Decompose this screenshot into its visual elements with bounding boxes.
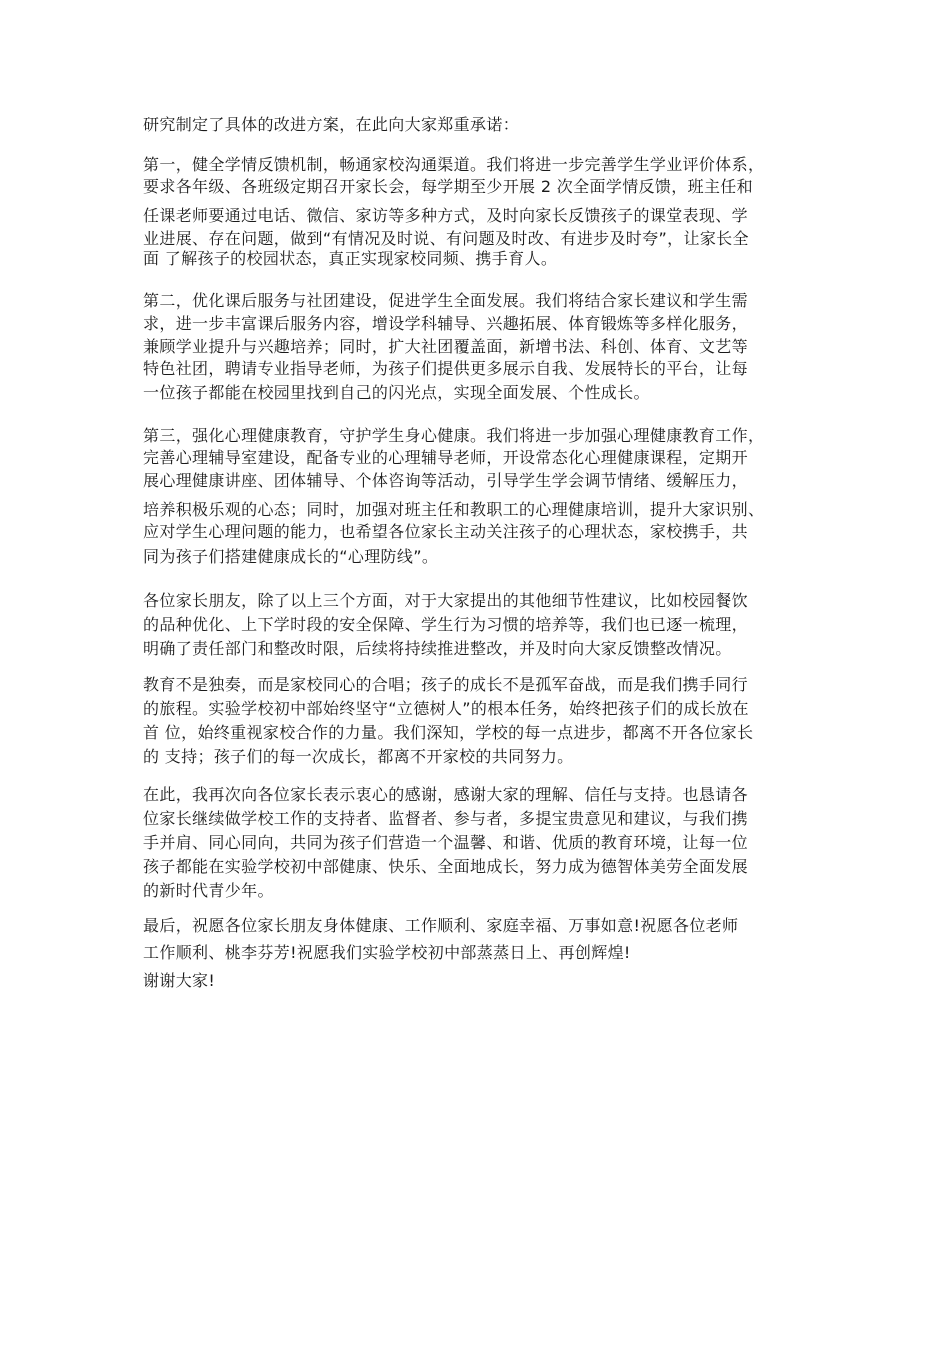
text-line: 的旅程。实验学校初中部始终坚守“立德树人”的根本任务，始终把孩子们的成长放在: [143, 699, 749, 718]
text-line: 研究制定了具体的改进方案，在此向大家郑重承诺：: [143, 115, 520, 134]
text-line: 孩子都能在实验学校初中部健康、快乐、全面地成长，努力成为德智体美劳全面发展: [143, 857, 748, 876]
text-line: 培养积极乐观的心态；同时，加强对班主任和教职工的心理健康培训，提升大家识别、: [143, 500, 765, 519]
text-line: 的 支持；孩子们的每一次成长，都离不开家校的共同努力。: [143, 747, 574, 766]
text-line: 第二，优化课后服务与社团建设，促进学生全面发展。我们将结合家长建议和学生需: [143, 291, 748, 310]
text-line: 面 了解孩子的校园状态，真正实现家校同频、携手育人。: [143, 249, 558, 268]
text-line: 首 位，始终重视家校合作的力量。我们深知，学校的每一点进步，都离不开各位家长: [143, 723, 754, 742]
text-line: 明确了责任部门和整改时限，后续将持续推进整改，并及时向大家反馈整改情况。: [143, 639, 732, 658]
text-line: 在此，我再次向各位家长表示衷心的感谢，感谢大家的理解、信任与支持。也恳请各: [143, 785, 748, 804]
text-line: 手并肩、同心同向，共同为孩子们营造一个温馨、和谐、优质的教育环境，让每一位: [143, 833, 748, 852]
text-line: 工作顺利、桃李芬芳!祝愿我们实验学校初中部蒸蒸日上、再创辉煌!: [143, 943, 631, 962]
text-line: 完善心理辅导室建设，配备专业的心理辅导老师，开设常态化心理健康课程，定期开: [143, 448, 748, 467]
text-line: 展心理健康讲座、团体辅导、个体咨询等活动，引导学生学会调节情绪、缓解压力，: [143, 471, 748, 490]
text-line: 一位孩子都能在校园里找到自己的闪光点，实现全面发展、个性成长。: [143, 383, 650, 402]
text-line: 位家长继续做学校工作的支持者、监督者、参与者，多提宝贵意见和建议，与我们携: [143, 809, 748, 828]
text-line: 谢谢大家!: [143, 971, 216, 990]
text-line: 的新时代青少年。: [143, 881, 274, 900]
text-line: 最后，祝愿各位家长朋友身体健康、工作顺利、家庭幸福、万事如意!祝愿各位老师: [143, 916, 739, 935]
text-line: 求，进一步丰富课后服务内容，增设学科辅导、兴趣拓展、体育锻炼等多样化服务，: [143, 314, 748, 333]
text-line: 任课老师要通过电话、微信、家访等多种方式，及时向家长反馈孩子的课堂表现、学: [143, 206, 748, 225]
text-line: 各位家长朋友，除了以上三个方面，对于大家提出的其他细节性建议，比如校园餐饮: [143, 591, 748, 610]
text-line: 业进展、存在问题，做到“有情况及时说、有问题及时改、有进步及时夸”，让家长全: [143, 229, 749, 248]
text-line: 第三，强化心理健康教育，守护学生身心健康。我们将进一步加强心理健康教育工作，: [143, 426, 765, 445]
text-line: 同为孩子们搭建健康成长的“心理防线”。: [143, 547, 439, 566]
text-line: 的品种优化、上下学时段的安全保障、学生行为习惯的培养等，我们也已逐一梳理，: [143, 615, 748, 634]
text-line: 教育不是独奏，而是家校同心的合唱；孩子的成长不是孤军奋战，而是我们携手同行: [143, 675, 748, 694]
text-line: 第一，健全学情反馈机制，畅通家校沟通渠道。我们将进一步完善学生学业评价体系，: [143, 155, 765, 174]
text-line: 应对学生心理问题的能力，也希望各位家长主动关注孩子的心理状态，家校携手，共: [143, 522, 748, 541]
text-line: 特色社团，聘请专业指导老师，为孩子们提供更多展示自我、发展特长的平台，让每: [143, 359, 748, 378]
text-line: 兼顾学业提升与兴趣培养；同时，扩大社团覆盖面，新增书法、科创、体育、文艺等: [143, 337, 748, 356]
text-line: 要求各年级、各班级定期召开家长会，每学期至少开展 2 次全面学情反馈，班主任和: [143, 177, 754, 196]
